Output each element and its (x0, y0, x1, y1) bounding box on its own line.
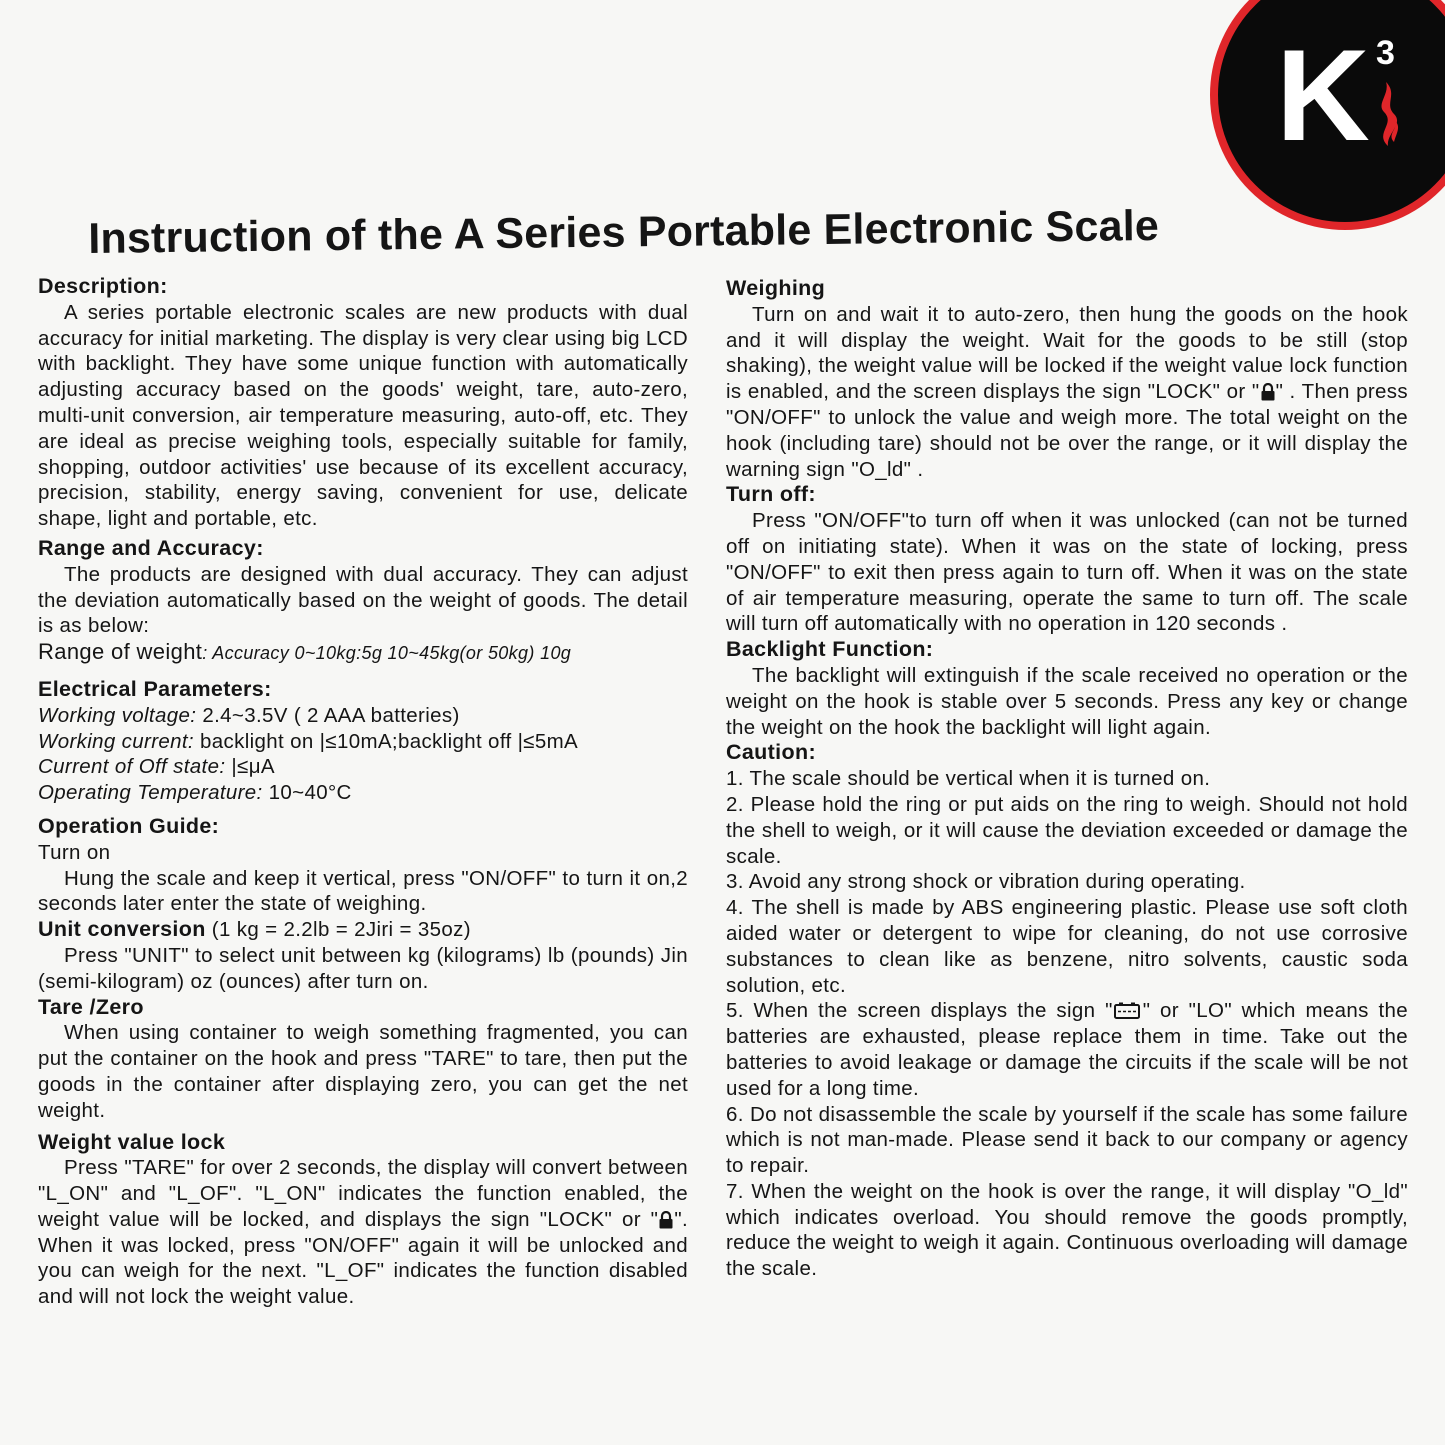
current-value: backlight on |≤10mA;backlight off |≤5mA (200, 729, 579, 753)
unit-body: Press "UNIT" to select unit between kg (kilograms) lb (pounds) Jin (semi-kilogram) oz (ounces) after turn on. (38, 943, 688, 993)
current-line (38, 729, 688, 755)
flame-icon (1368, 78, 1408, 148)
lock-icon (1260, 383, 1276, 401)
caution-item-5-part-1: 5. When the screen displays the sign " (726, 999, 1113, 1023)
tare-heading: Tare /Zero (38, 994, 144, 1019)
lock-body-part-1: Press "TARE" for over 2 seconds, the display will convert between "L_ON" and "L_OF". "L_ON" indicates the function enabled, the weight value will be locked, and displays the sign "LOCK" or " (38, 1156, 688, 1231)
range-weight-label: Range of weight (38, 639, 203, 665)
logo-letter: K (1276, 22, 1366, 168)
caution-item-3: 3. Avoid any strong shock or vibration during operating. (726, 870, 1246, 894)
battery-icon (1113, 1002, 1143, 1020)
range-weight-value: : Accuracy 0~10kg:5g 10~45kg(or 50kg) 10g (202, 643, 572, 664)
backlight-heading: Backlight Function: (726, 637, 934, 662)
voltage-label: Working voltage: (38, 703, 197, 727)
temperature-value: 10~40°C (268, 781, 352, 805)
description-heading: Description: (38, 274, 168, 298)
backlight-body: The backlight will extinguish if the scale received no operation or the weight on the hook is stable over 5 seconds. Press any key or change the weight on the hook the backlight will light again. (726, 663, 1408, 739)
caution-item-2: 2. Please hold the ring or put aids on the ring to weigh. Should not hold the shell to weigh, or it will cause the deviation exceeded or damage the scale. (726, 792, 1408, 868)
range-weight-line (38, 639, 688, 667)
caution-heading: Caution: (726, 740, 816, 765)
weighing-body-part-1: Turn on and wait it to auto-zero, then hung the goods on the hook and it will display the weight. Wait for the goods to be still (stop shaking), the weight value will be locked if the weight value lock function is enabled, and the screen displays the sign "LOCK" or " (726, 302, 1408, 404)
lock-body-part-2: ". When it was locked, press "ON/OFF" again it will be unlocked and you can weigh for the next. "L_OF" indicates the function disabled and will not lock the weight value. (38, 1207, 688, 1309)
weighing-body-part-2: " . Then press "ON/OFF" to unlock the value and weigh more. The total weight on the hook (including tare) should not be over the range, or it will display the warning sign "O_ld" . (726, 380, 1408, 481)
unit-heading: Unit conversion (38, 917, 206, 942)
lock-body (38, 1155, 688, 1310)
caution-item-4: 4. The shell is made by ABS engineering plastic. Please use soft cloth aided water or detergent to wipe for cleaning, do not use corrosive substances to clean like as benzene, nitro solvents, caustic soda solution, etc. (726, 896, 1408, 997)
off-current-label: Current of Off state: (38, 755, 226, 779)
unit-line (38, 917, 688, 943)
caution-item-1: 1. The scale should be vertical when it is turned on. (726, 767, 1211, 791)
brand-logo (1210, 0, 1445, 230)
off-current-value: |≤μA (231, 755, 275, 779)
turn-off-body: Press "ON/OFF"to turn off when it was unlocked (can not be turned off on initiating state). When it was on the state of locking, press "ON/OFF" to exit then press again to turn off. When it was on the state of air temperature measuring, operate the same to turn off. The scale will turn off automatically with no operation in 120 seconds . (726, 509, 1408, 636)
operation-heading: Operation Guide: (38, 813, 220, 838)
tare-body: When using container to weigh something fragmented, you can put the container on the hook and press "TARE" to tare, then put the goods in the container after displaying zero, you can get the net weight. (38, 1021, 688, 1122)
lock-icon (658, 1211, 674, 1229)
caution-item-7: 7. When the weight on the hook is over the range, it will display "O_ld" which indicates overload. You should remove the goods promptly, reduce the weight to weigh it again. Continuous overloading will damage the scale. (726, 1179, 1408, 1281)
page-title: Instruction of the A Series Portable Electronic Scale (88, 201, 1160, 263)
unit-formula: (1 kg = 2.2lb = 2Jiri = 35oz) (211, 918, 471, 942)
voltage-value: 2.4~3.5V ( 2 AAA batteries) (202, 703, 460, 727)
caution-item-5-part-2: " or "LO" which means the batteries are exhausted, please replace them in time. Take out the batteries to avoid leakage or damage the circuits if the scale will be not used for a long time. (726, 999, 1408, 1100)
logo-superscript: 3 (1376, 34, 1395, 72)
voltage-line (38, 703, 688, 729)
range-heading: Range and Accuracy: (38, 535, 264, 560)
range-body: The products are designed with dual accuracy. They can adjust the deviation automatically based on the weight of goods. The detail is as below: (38, 562, 688, 638)
temperature-line (38, 780, 688, 806)
lock-heading: Weight value lock (38, 1129, 226, 1154)
left-column (38, 274, 688, 1310)
turn-on-body: Hung the scale and keep it vertical, press "ON/OFF" to turn it on,2 seconds later enter the state of weighing. (38, 866, 688, 916)
weighing-heading: Weighing (726, 276, 826, 300)
right-column (726, 276, 1408, 1282)
turn-on-heading: Turn on (38, 840, 111, 864)
caution-item-5 (726, 998, 1408, 1101)
description-body: A series portable electronic scales are new products with dual accuracy for initial marketing. The display is very clear using big LCD with backlight. They have some unique function with automatically adjusting accuracy based on the goods' weight, tare, auto-zero, multi-unit conversion, air temperature measuring, auto-off, etc. They are ideal as precise weighing tools, especially suitable for family, shopping, outdoor activities' use because of its excellent accuracy, precision, stability, energy saving, convenient for use, delicate shape, light and portable, etc. (38, 300, 688, 531)
electrical-heading: Electrical Parameters: (38, 676, 272, 701)
turn-off-heading: Turn off: (726, 482, 816, 507)
weighing-body (726, 302, 1408, 483)
caution-item-6: 6. Do not disassemble the scale by yourself if the scale has some failure which is not man-made. Please send it back to our company or agency to repair. (726, 1102, 1408, 1178)
off-current-line (38, 754, 688, 780)
temperature-label: Operating Temperature: (38, 781, 263, 805)
current-label: Working current: (38, 729, 194, 753)
